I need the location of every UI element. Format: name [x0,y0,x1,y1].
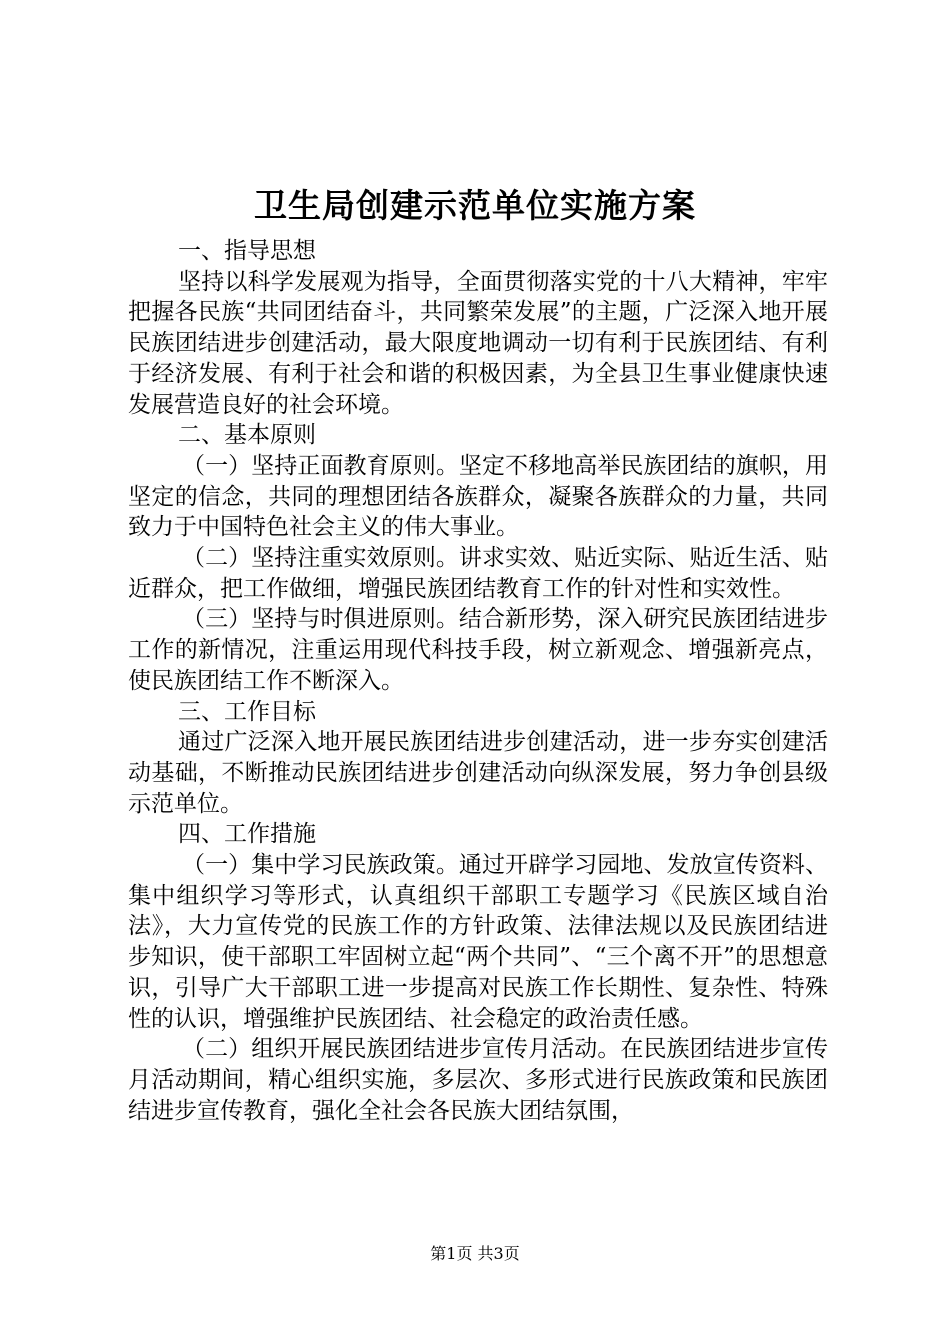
document-body [128,236,828,1126]
paragraph-measure-2: （二）组织开展民族团结进步宣传月活动。在民族团结进步宣传月活动期间，精心组织实施，多层次、多形式进行民族政策和民族团结进步宣传教育，强化全社会各民族大团结氛围， [128,1036,828,1124]
paragraph-principle-3: （三）坚持与时俱进原则。结合新形势，深入研究民族团结进步工作的新情况，注重运用现代科技手段，树立新观念、增强新亮点，使民族团结工作不断深入。 [128,606,828,694]
page-footer: 第1页 共3页 [430,1244,520,1263]
section-heading-work-measures: 四、工作措施 [178,821,316,848]
paragraph-measure-1: （一）集中学习民族政策。通过开辟学习园地、发放宣传资料、集中组织学习等形式，认真组织干部职工专题学习《民族区域自治法》，大力宣传党的民族工作的方针政策、法律法规以及民族团结进步知识，使干部职工牢固树立起“两个共同”、“三个离不开”的思想意识，引导广大干部职工进一步提高对民族工作长期性、复杂性、特殊性的认识，增强维护民族团结、社会稳定的政治责任感。 [128,852,828,1032]
paragraph-guiding-ideology: 坚持以科学发展观为指导，全面贯彻落实党的十八大精神，牢牢把握各民族“共同团结奋斗，共同繁荣发展”的主题，广泛深入地开展民族团结进步创建活动，最大限度地调动一切有利于民族团结、有利于经济发展、有利于社会和谐的积极因素，为全县卫生事业健康快速发展营造良好的社会环境。 [128,268,828,418]
document-title: 卫生局创建示范单位实施方案 [254,186,696,225]
paragraph-principle-2: （二）坚持注重实效原则。讲求实效、贴近实际、贴近生活、贴近群众，把工作做细，增强民族团结教育工作的针对性和实效性。 [128,545,828,602]
section-heading-guiding-ideology: 一、指导思想 [178,238,316,264]
section-heading-basic-principles: 二、基本原则 [178,422,316,449]
paragraph-principle-1: （一）坚持正面教育原则。坚定不移地高举民族团结的旗帜，用坚定的信念，共同的理想团结各族群众，凝聚各族群众的力量，共同致力于中国特色社会主义的伟大事业。 [128,452,828,541]
section-heading-work-goals: 三、工作目标 [178,698,316,725]
paragraph-work-goals: 通过广泛深入地开展民族团结进步创建活动，进一步夯实创建活动基础，不断推动民族团结进步创建活动向纵深发展，努力争创县级示范单位。 [128,729,828,817]
